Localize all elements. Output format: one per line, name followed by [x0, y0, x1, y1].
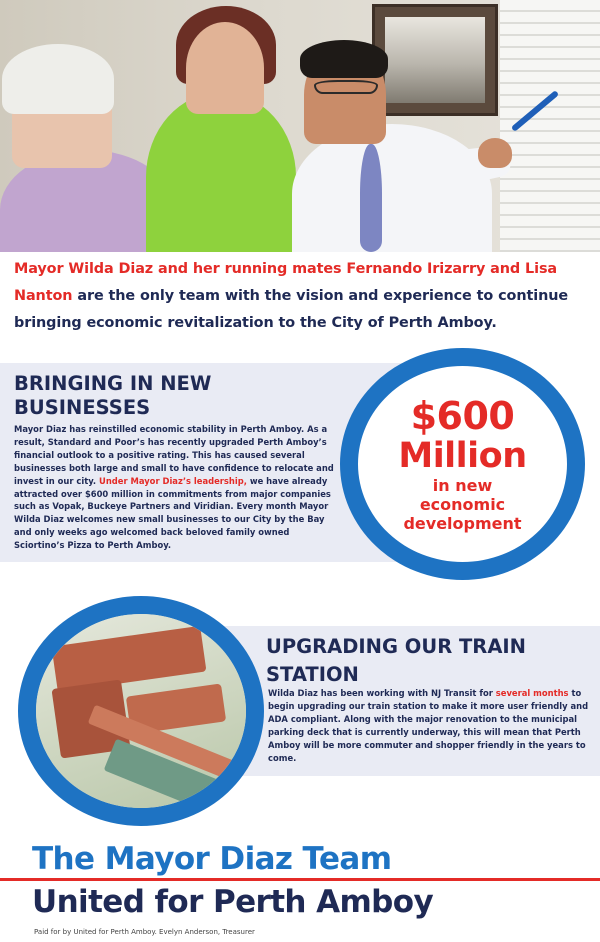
person-left-hair	[2, 44, 114, 114]
train-body	[268, 687, 594, 764]
hero-photo	[0, 0, 600, 252]
person-right-hand	[478, 138, 512, 168]
businesses-body	[14, 423, 336, 552]
intro-lead: Mayor Wilda Diaz and her running mates Fernando Irizarry and Lisa Nanton	[14, 261, 558, 304]
intro-paragraph	[14, 256, 592, 337]
person-center-body	[146, 92, 296, 252]
stat-line-3: development	[403, 514, 522, 533]
person-right-hair	[300, 40, 388, 78]
businesses-body-highlight: Under Mayor Diaz’s leadership,	[99, 475, 247, 486]
paid-for-disclaimer: Paid for by United for Perth Amboy. Evelyn Anderson, Treasurer	[34, 928, 255, 936]
stat-description	[340, 476, 585, 533]
businesses-body-part-1: Mayor Diaz has reinstilled economic stability in Perth Amboy. As a result, Standard and Poor’s has recently upgraded Perth Amboy’s financial outlook to a positive rating. This has caused several businesses both large and small to have confidence to relocate and invest in our city.	[14, 424, 334, 486]
slogan: United for Perth Amboy	[32, 884, 434, 920]
train-heading: UPGRADING OUR TRAIN STATION	[266, 635, 526, 686]
intro-rest: are the only team with the vision and experience to continue bringing economic revitalization to the City of Perth Amboy.	[14, 288, 569, 331]
framed-picture	[372, 4, 498, 116]
team-name: The Mayor Diaz Team	[32, 841, 392, 877]
train-station-photo	[18, 596, 264, 826]
businesses-heading: BRINGING IN NEW BUSINESSES	[14, 372, 212, 419]
divider-rule	[0, 878, 600, 881]
businesses-body-part-2: we have already attracted over $600 million in commitments from major companies such as Vopak, Buckeye Partners and Viridian. Every month Mayor Wilda Diaz welcomes new small businesses to our City by the Bay and only weeks ago welcomed back beloved family owned Sciortino’s Pizza to Perth Amboy.	[14, 475, 331, 551]
train-body-part-1: Wilda Diaz has been working with NJ Transit for	[268, 688, 496, 698]
stat-line-1: in new	[432, 476, 493, 495]
train-body-part-2: to begin upgrading our train station to make it more user friendly and ADA compliant. Along with the major renovation to the municipal parking deck that is currently underway, this will mean that Perth Amboy will be more commuter and shopper friendly in the years to come.	[268, 688, 589, 763]
person-right-tie	[360, 144, 382, 252]
stat-unit: Million	[398, 436, 527, 476]
person-center-head	[186, 22, 264, 114]
train-body-highlight: several months	[495, 688, 569, 698]
glasses-icon	[314, 80, 378, 94]
stat-line-2: economic	[419, 495, 506, 514]
stat-amount: $600	[410, 394, 515, 438]
